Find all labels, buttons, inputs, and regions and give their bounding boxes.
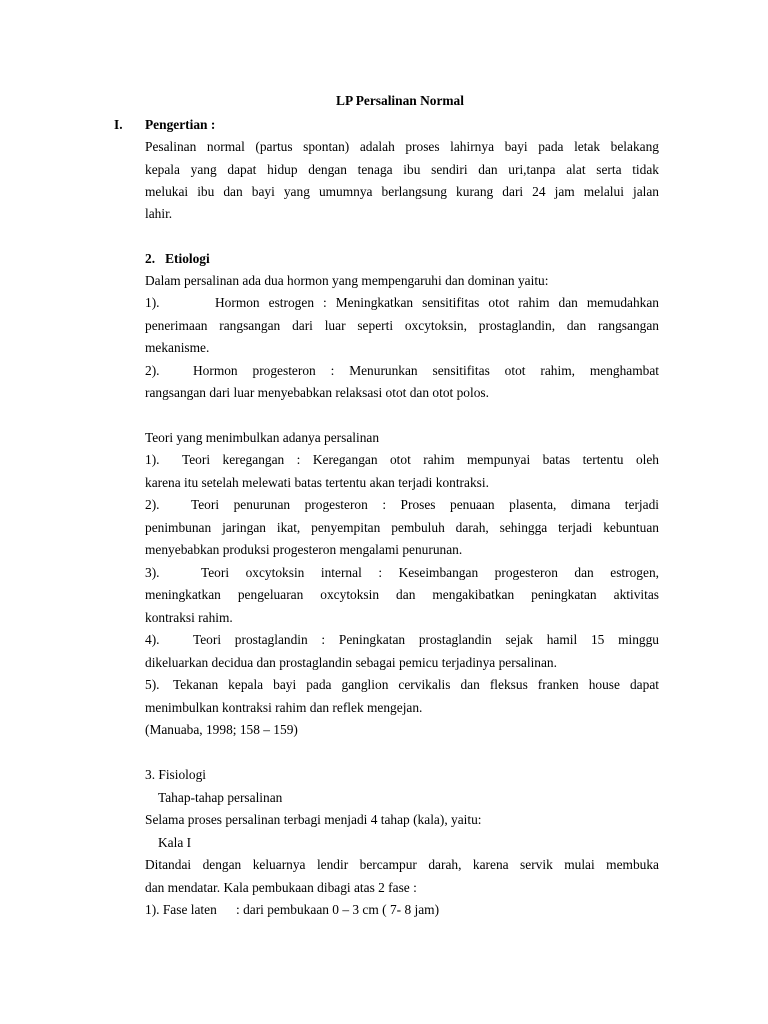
list-item [145, 677, 659, 693]
paragraph-line: menimbulkan kontraksi rahim dan reflek mengejan. [145, 700, 423, 715]
list-item-text: Tekanan kepala bayi pada ganglion cervikalis dan fleksus franken house dapat [173, 677, 659, 692]
paragraph-line: Selama proses persalinan terbagi menjadi 4 tahap (kala), yaitu: [145, 812, 482, 827]
paragraph-line: penerimaan rangsangan dari luar seperti oxcytoksin, prostaglandin, dan rangsangan [145, 318, 659, 333]
section-heading-etiologi: 2. Etiologi [145, 251, 210, 266]
list-marker: 1). [145, 452, 160, 467]
list-marker: 4). [145, 632, 160, 647]
list-item [145, 565, 659, 581]
section-heading-fisiologi: 3. Fisiologi [145, 767, 207, 782]
list-marker: 2). [145, 497, 160, 512]
paragraph-line: karena itu setelah melewati batas tertentu akan terjadi kontraksi. [145, 475, 489, 490]
paragraph-line: lahir. [145, 206, 173, 221]
subheading: Tahap-tahap persalinan [158, 790, 283, 805]
paragraph-line: kepala yang dapat hidup dengan tenaga ibu sendiri dan uri,tanpa alat serta tidak [145, 162, 659, 177]
list-item [145, 452, 659, 468]
list-item [145, 497, 659, 513]
paragraph-line: menyebabkan produksi progesteron mengalami penurunan. [145, 542, 463, 557]
list-item [145, 363, 659, 379]
paragraph-line: kontraksi rahim. [145, 610, 233, 625]
paragraph-heading: Teori yang menimbulkan adanya persalinan [145, 430, 380, 445]
list-item-text: Teori oxcytoksin internal : Keseimbangan progesteron dan estrogen, [201, 565, 659, 580]
paragraph-line: meningkatkan pengeluaran oxcytoksin dan mengakibatkan peningkatan aktivitas [145, 587, 659, 602]
list-marker: 5). [145, 677, 160, 692]
list-item [145, 632, 659, 648]
paragraph-line: Pesalinan normal (partus spontan) adalah proses lahirnya bayi pada letak belakang [145, 139, 659, 154]
section-heading-pengertian: Pengertian : [145, 117, 216, 132]
section-number: I. [114, 117, 123, 132]
list-marker: 3). [145, 565, 160, 580]
paragraph-line: Ditandai dengan keluarnya lendir bercampur darah, karena servik mulai membuka [145, 857, 659, 872]
phase-value: : dari pembukaan 0 – 3 cm ( 7- 8 jam) [236, 902, 440, 917]
paragraph-line: dikeluarkan decidua dan prostaglandin sebagai pemicu terjadinya persalinan. [145, 655, 557, 670]
paragraph-line: rangsangan dari luar menyebabkan relaksasi otot dan otot polos. [145, 385, 489, 400]
list-item-text: Hormon progesteron : Menurunkan sensitifitas otot rahim, menghambat [193, 363, 659, 378]
paragraph-line: dan mendatar. Kala pembukaan dibagi atas 2 fase : [145, 880, 417, 895]
list-item-text: Teori prostaglandin : Peningkatan prostaglandin sejak hamil 15 minggu [193, 632, 659, 647]
list-marker: 2). [145, 363, 160, 378]
list-item-text: Teori penurunan progesteron : Proses penuaan plasenta, dimana terjadi [191, 497, 659, 512]
list-item [145, 902, 659, 918]
list-item-text: Teori keregangan : Keregangan otot rahim mempunyai batas tertentu oleh [182, 452, 659, 467]
list-item-text: Hormon estrogen : Meningkatkan sensitifitas otot rahim dan memudahkan [215, 295, 659, 310]
paragraph-line: Dalam persalinan ada dua hormon yang mempengaruhi dan dominan yaitu: [145, 273, 549, 288]
list-item [145, 295, 659, 311]
paragraph-line: mekanisme. [145, 340, 210, 355]
paragraph-line: melukai ibu dan bayi yang umumnya berlangsung kurang dari 24 jam melalui jalan [145, 184, 659, 199]
paragraph-line: penimbunan jaringan ikat, penyempitan pembuluh darah, sehingga terjadi kebuntuan [145, 520, 659, 535]
citation: (Manuaba, 1998; 158 – 159) [145, 722, 298, 737]
list-marker: 1). [145, 295, 160, 310]
kala-label: Kala I [158, 835, 192, 850]
phase-label: 1). Fase laten [145, 902, 217, 917]
document-title: LP Persalinan Normal [336, 93, 464, 108]
